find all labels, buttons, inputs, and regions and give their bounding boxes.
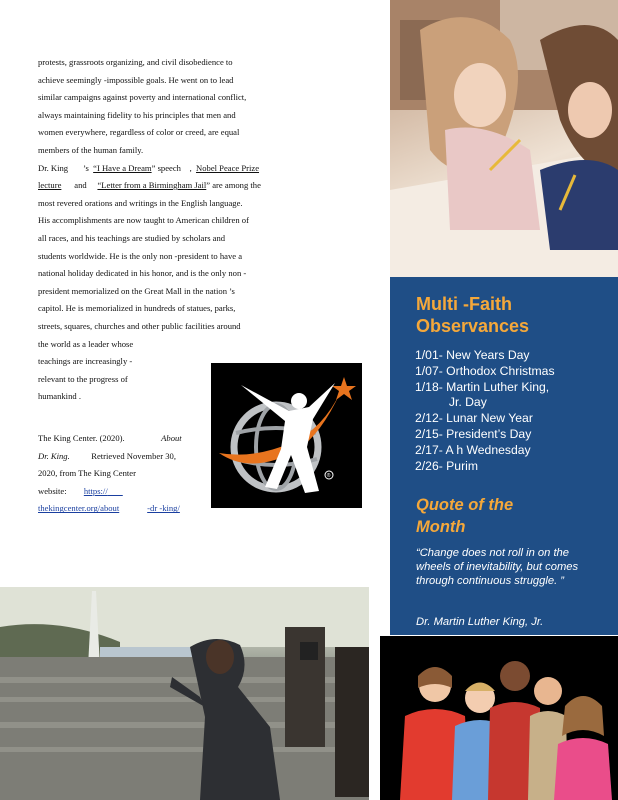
list-item: 2/26- Purim <box>415 458 478 473</box>
nobel-peace-prize-link[interactable]: Nobel Peace Prize <box>196 162 260 173</box>
quote-heading <box>416 494 513 538</box>
text-line: humankind . <box>38 391 81 402</box>
observances-list <box>415 348 615 474</box>
text-line: always maintaining fidelity to his principles that men and <box>38 109 236 120</box>
march-photo <box>0 587 369 800</box>
text-fragment: website: <box>38 485 67 496</box>
text-line: national holiday dedicated in his honor, and is the only non - <box>38 268 247 279</box>
citation <box>38 430 208 518</box>
text-line: achieve seemingly -impossible goals. He went on to lead <box>38 74 234 85</box>
text-fragment: The King Center. (2020). <box>38 433 125 443</box>
diverse-children-image <box>380 636 618 800</box>
article-paragraph-1 <box>38 54 338 160</box>
classroom-photo <box>390 0 618 277</box>
citation-line: 2020, from The King Center <box>38 468 136 479</box>
citation-link-continued[interactable]: thekingcenter.org/about <box>38 503 120 514</box>
text-line: most revered orations and writings in the English language. <box>38 197 243 208</box>
text-line: women everywhere, regardless of color or creed, are equal <box>38 127 240 138</box>
text-fragment: About <box>161 433 182 443</box>
citation-link[interactable]: https:// <box>83 485 108 496</box>
text-fragment: ” speech <box>151 162 181 173</box>
heading-line: Quote of the <box>416 496 514 514</box>
list-item: 1/01- New Years Day <box>415 348 530 362</box>
text-line <box>38 177 338 195</box>
citation-line <box>38 483 208 501</box>
article-body <box>38 54 338 406</box>
list-item: 2/12- Lunar New Year <box>415 411 533 426</box>
students-writing-image <box>390 0 618 277</box>
list-item: 1/18- Martin Luther King, <box>415 379 550 394</box>
text-line: president memorialized on the Great Mall in the nation ’s <box>38 285 235 296</box>
list-item: 2/15- President’s Day <box>415 426 532 441</box>
text-line: capitol. He is memorialized in hundreds of statues, parks, <box>38 303 236 314</box>
king-center-logo <box>211 363 362 508</box>
text-line: the world as a leader whose <box>38 338 134 349</box>
observances-panel <box>390 277 618 635</box>
text-fragment: , <box>189 162 192 173</box>
citation-line <box>38 448 208 466</box>
text-line: His accomplishments are now taught to American children of <box>38 215 249 226</box>
crowd-speech-image <box>0 587 369 800</box>
text-line: similar campaigns against poverty and international conflict, <box>38 92 247 103</box>
list-item: Jr. Day <box>415 395 487 410</box>
text-line: members of the human family. <box>38 144 144 155</box>
quote-author: Dr. Martin Luther King, Jr. <box>416 616 544 628</box>
text-line: all races, and his teachings are studied by scholars and <box>38 232 226 243</box>
text-fragment: Retrieved November 30, <box>91 450 176 461</box>
quote-text: “Change does not roll in on the wheels of inevitability, but comes through continuous struggle. ” <box>416 547 579 587</box>
globe-figure-logo-icon <box>211 363 362 508</box>
list-item: 1/07- Orthodox Christmas <box>415 363 555 378</box>
text-fragment: and <box>74 180 87 191</box>
text-line: protests, grassroots organizing, and civil disobedience to <box>38 57 233 67</box>
heading-line: Multi -Faith <box>416 294 512 314</box>
citation-line <box>38 430 208 448</box>
heading-line: Month <box>416 518 466 536</box>
nobel-lecture-link[interactable]: lecture <box>38 180 62 191</box>
birmingham-letter-link[interactable]: “Letter from a Birmingham Jail <box>97 180 207 191</box>
citation-link-tail[interactable]: -dr -king/ <box>147 503 180 514</box>
text-fragment: Dr. King. <box>38 450 70 461</box>
text-fragment: Dr. King <box>38 162 69 173</box>
i-have-a-dream-link[interactable]: “I Have a Dream <box>93 162 152 173</box>
citation-line <box>38 500 208 518</box>
kids-group-photo <box>380 636 618 800</box>
text-line: relevant to the progress of <box>38 373 128 384</box>
heading-line: Observances <box>416 316 530 336</box>
observances-heading <box>416 293 529 337</box>
text-line: teachings are increasingly - <box>38 356 133 367</box>
text-line <box>38 160 338 178</box>
text-line: students worldwide. He is the only non -president to have a <box>38 250 243 261</box>
registered-mark: ® <box>326 473 331 479</box>
text-fragment: ’s <box>83 162 89 173</box>
text-fragment: ” are among the <box>206 180 261 191</box>
text-line: streets, squares, churches and other public facilities around <box>38 320 241 331</box>
list-item: 2/17- A h Wednesday <box>415 442 531 457</box>
